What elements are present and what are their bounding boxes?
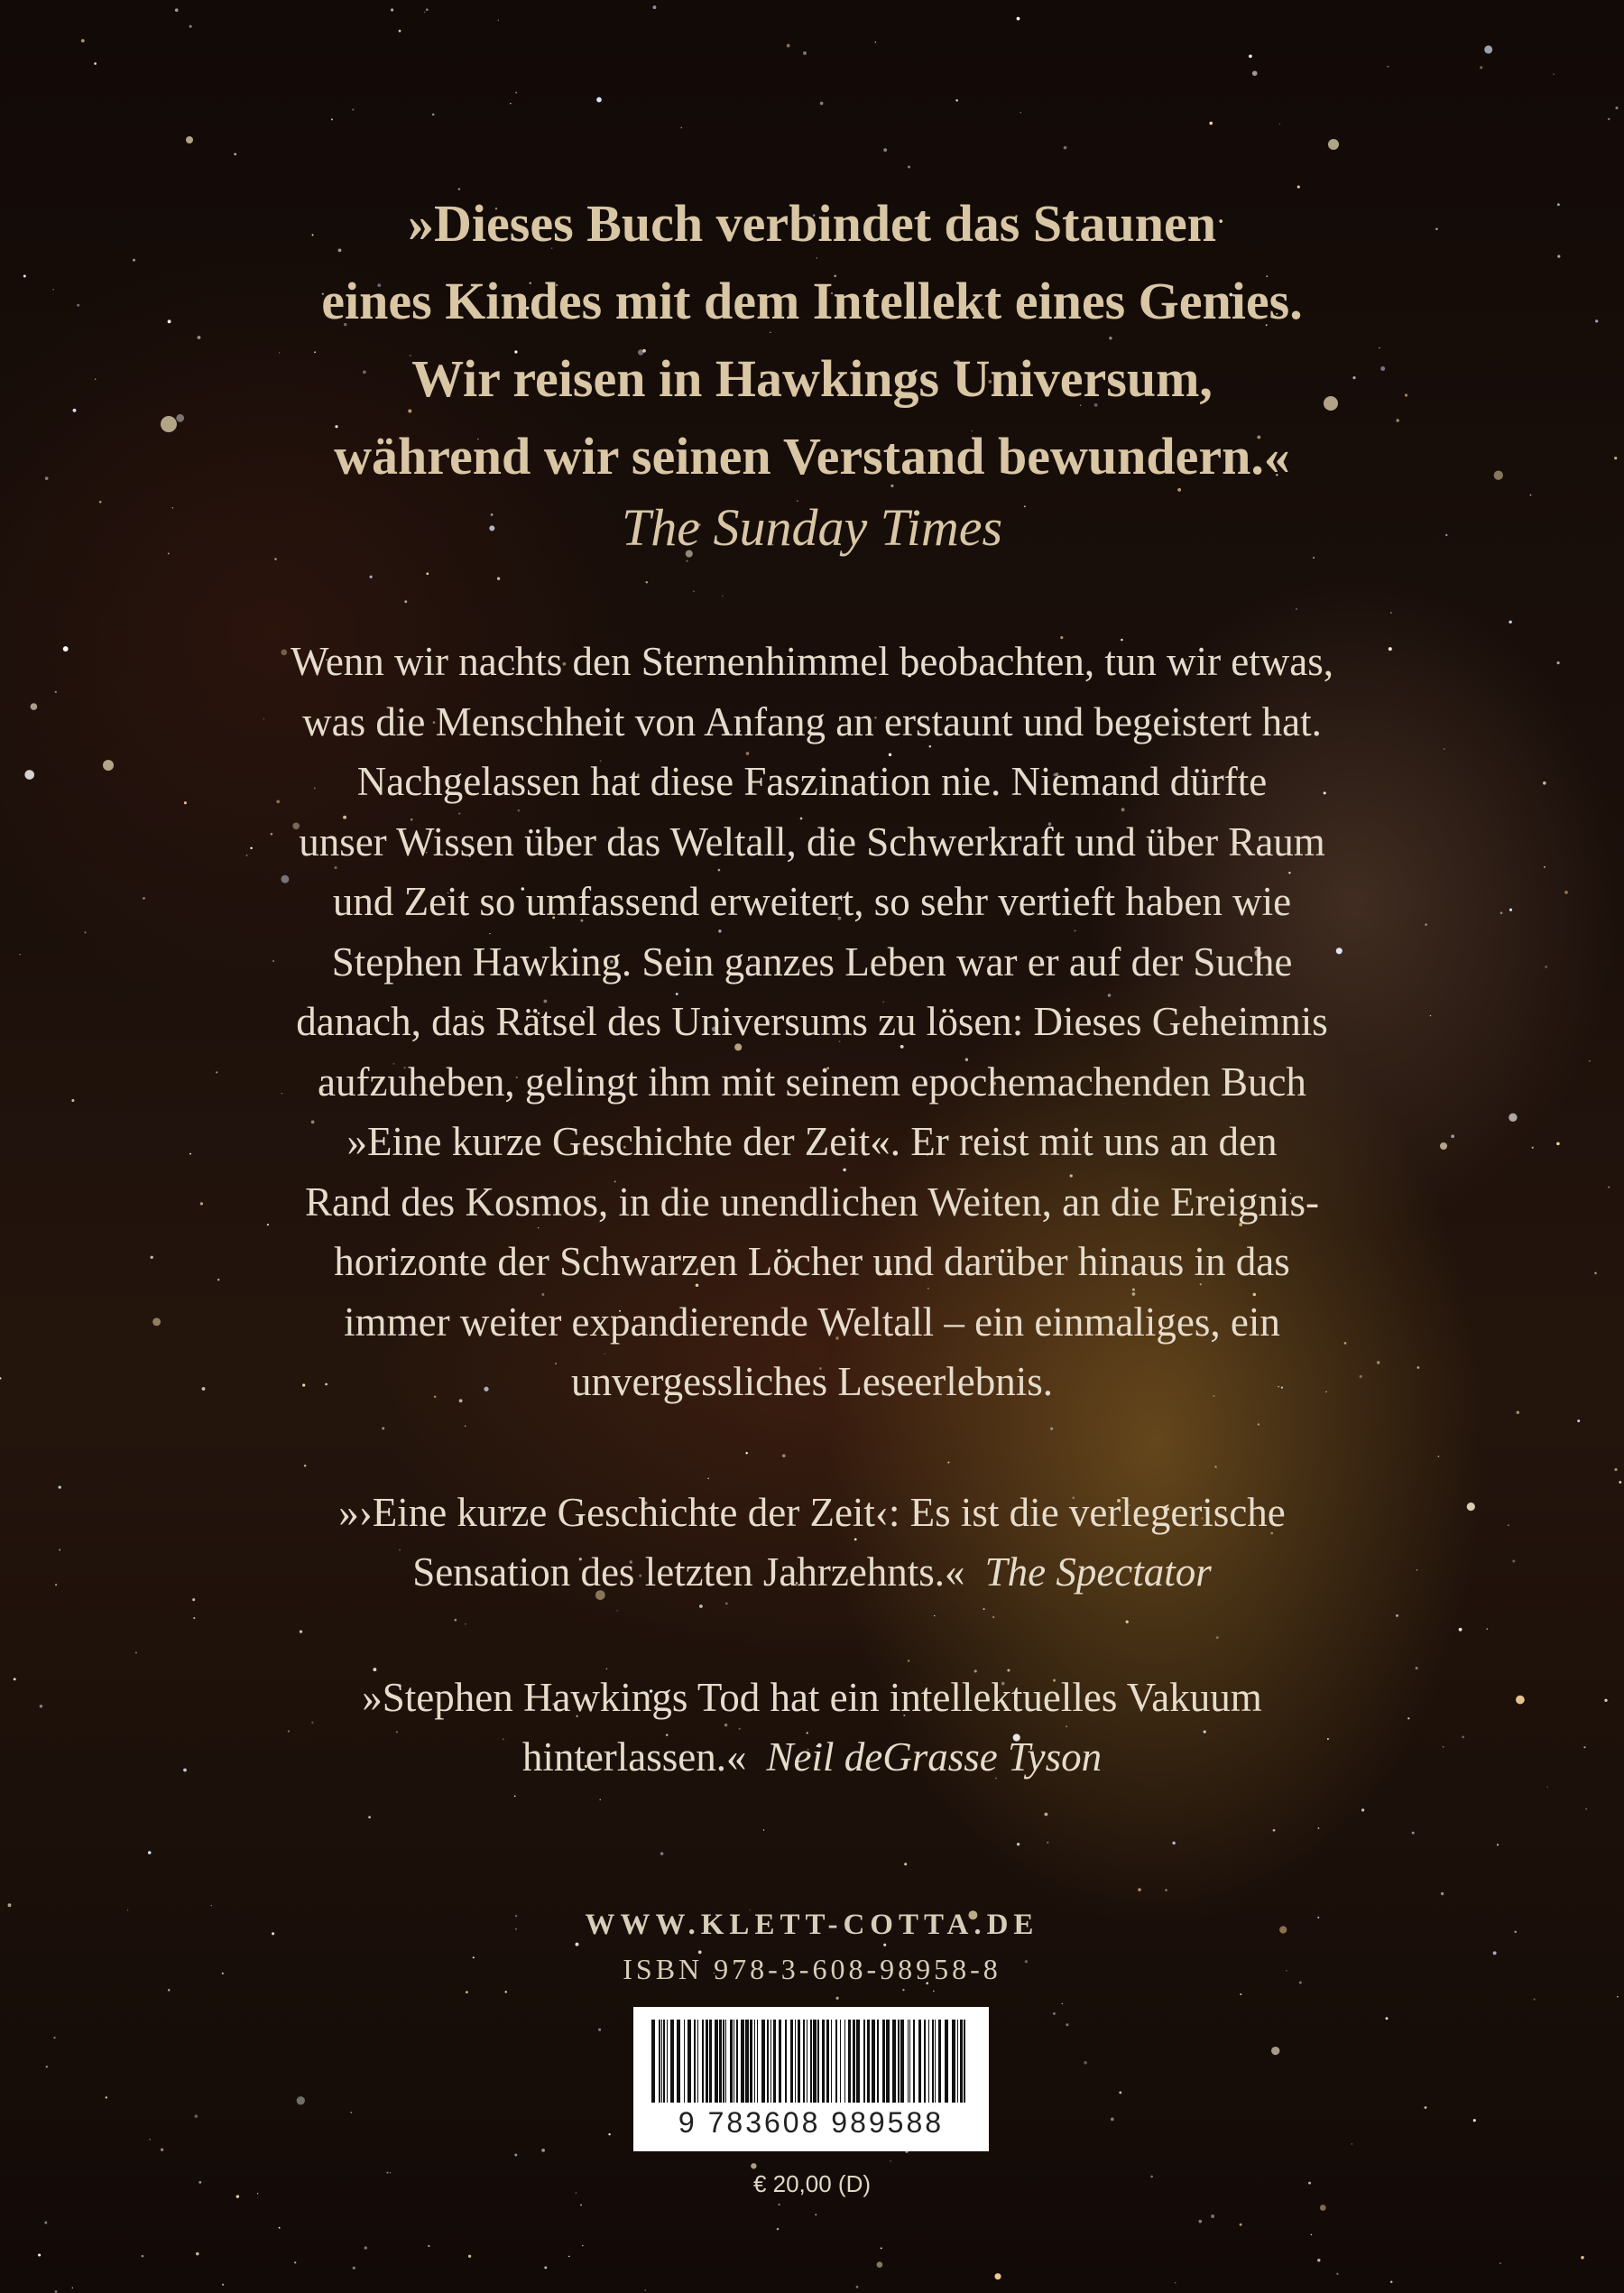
- star: [992, 1616, 994, 1618]
- blurb-line: Rand des Kosmos, in die unendlichen Weiten, an die Ereignis-: [304, 1179, 1320, 1225]
- barcode-bar: [908, 2020, 909, 2103]
- star: [353, 2267, 355, 2270]
- star: [877, 2261, 883, 2268]
- star: [608, 2133, 610, 2135]
- star: [782, 1454, 785, 1456]
- barcode-bar: [952, 2020, 955, 2103]
- barcode-bar: [867, 2020, 870, 2103]
- barcode-bar: [702, 2020, 704, 2103]
- star: [142, 2255, 144, 2258]
- blurb-text: [0, 632, 1624, 1412]
- star: [699, 1604, 703, 1608]
- star: [1608, 118, 1610, 121]
- star: [934, 1615, 935, 1616]
- star: [189, 25, 192, 28]
- barcode-bar: [840, 2020, 841, 2103]
- star: [598, 2029, 601, 2031]
- quote-line: während wir seinen Verstand bewundern.«: [334, 427, 1290, 485]
- blurb-line: Nachgelassen hat diese Faszination nie. Niemand dürfte: [356, 759, 1268, 804]
- star: [582, 2245, 584, 2247]
- quote-source: The Sunday Times: [621, 498, 1003, 557]
- publisher-url: WWW.KLETT-COTTA.DE: [585, 1909, 1039, 1941]
- star: [1240, 1993, 1241, 1995]
- star: [1553, 73, 1555, 75]
- barcode-bar: [663, 2020, 665, 2103]
- barcode-bar: [826, 2020, 829, 2103]
- barcode-bars: [651, 2020, 971, 2103]
- barcode-bar: [767, 2020, 769, 2103]
- star: [331, 118, 333, 120]
- barcode-bar: [844, 2020, 845, 2103]
- star: [908, 165, 910, 168]
- review-line: Sensation des letzten Jahrzehnts.«: [412, 1549, 965, 1595]
- barcode-bar: [892, 2020, 896, 2103]
- star: [1271, 2047, 1279, 2055]
- star: [1387, 66, 1389, 68]
- star: [1066, 2023, 1068, 2026]
- star: [1585, 1808, 1587, 1809]
- star: [1062, 2003, 1063, 2004]
- barcode-bar: [723, 2020, 724, 2103]
- barcode-bar: [938, 2020, 941, 2103]
- star: [465, 1426, 466, 1427]
- star: [875, 42, 877, 43]
- star: [196, 2252, 199, 2256]
- star: [580, 2205, 582, 2206]
- barcode-bar: [736, 2020, 738, 2103]
- star: [646, 581, 648, 583]
- star: [404, 600, 407, 603]
- star: [1577, 1419, 1580, 1422]
- barcode-bar: [848, 2020, 851, 2103]
- star: [1615, 106, 1618, 109]
- star: [1617, 1996, 1619, 1998]
- star: [514, 1796, 516, 1798]
- star: [510, 103, 512, 105]
- star: [1273, 1829, 1276, 1832]
- star: [763, 1829, 765, 1831]
- barcode-bar: [667, 2020, 668, 2103]
- star: [1317, 2259, 1320, 2261]
- barcode-bar: [817, 2020, 819, 2103]
- star: [294, 2261, 296, 2263]
- star: [778, 2204, 780, 2205]
- barcode-bar: [928, 2020, 929, 2103]
- star: [1126, 1621, 1129, 1623]
- barcode-bar: [757, 2020, 758, 2103]
- star: [693, 591, 694, 592]
- blurb-line: aufzuheben, gelingt ihm mit seinem epochemachenden Buch: [318, 1059, 1306, 1105]
- star: [369, 576, 372, 578]
- star: [881, 2247, 882, 2249]
- barcode-bar: [900, 2020, 904, 2103]
- star: [514, 2154, 517, 2157]
- star: [426, 8, 429, 11]
- star: [53, 2037, 55, 2039]
- star: [1017, 1843, 1020, 1845]
- price-label: € 20,00 (D): [752, 2170, 872, 2197]
- barcode-bar: [651, 2020, 655, 2103]
- star: [777, 2228, 780, 2231]
- star: [426, 572, 429, 575]
- star: [994, 2273, 1001, 2279]
- star: [904, 1863, 907, 1865]
- barcode-bar: [741, 2020, 744, 2103]
- blurb-line: was die Menschheit von Anfang an erstaunt und begeistert hat.: [302, 698, 1322, 744]
- star: [1258, 1423, 1260, 1425]
- barcode-bar: [877, 2020, 879, 2103]
- star: [1279, 124, 1280, 125]
- star: [1441, 1892, 1444, 1895]
- barcode-bar: [659, 2020, 660, 2103]
- star: [1252, 70, 1258, 76]
- star: [1047, 1842, 1048, 1844]
- barcode-bar: [745, 2020, 749, 2103]
- barcode-bar: [853, 2020, 855, 2103]
- star: [38, 2253, 41, 2256]
- star: [1020, 112, 1021, 113]
- headline-quote: [0, 185, 1624, 495]
- star: [1240, 2224, 1242, 2226]
- barcode-bar: [935, 2020, 936, 2103]
- quote-line: Wir reisen in Hawkings Universum,: [411, 349, 1213, 408]
- barcode-bar: [715, 2020, 718, 2103]
- blurb-line: horizonte der Schwarzen Löcher und darüber hinaus in das: [334, 1239, 1290, 1284]
- star: [399, 30, 401, 32]
- barcode-bar: [918, 2020, 921, 2103]
- star: [745, 1452, 747, 1454]
- barcode-bar: [872, 2020, 875, 2103]
- star: [1138, 1888, 1141, 1891]
- review-tyson: [0, 1668, 1624, 1787]
- star: [382, 1427, 384, 1429]
- star: [222, 2284, 224, 2286]
- star: [186, 136, 193, 143]
- quote-line: »Dieses Buch verbindet das Staunen: [408, 194, 1216, 253]
- barcode-bar: [882, 2020, 885, 2103]
- star: [1533, 1998, 1535, 2000]
- star: [515, 92, 517, 94]
- star: [1017, 17, 1020, 21]
- barcode-bar: [761, 2020, 765, 2103]
- star: [1317, 1827, 1319, 1829]
- barcode-bar: [798, 2020, 800, 2103]
- star: [568, 2256, 570, 2258]
- star: [368, 1816, 371, 1818]
- star: [1425, 2106, 1427, 2109]
- blurb-line: immer weiter expandierende Weltall – ein einmaliges, ein: [344, 1299, 1280, 1345]
- star: [820, 102, 824, 106]
- barcode-bar: [773, 2020, 776, 2103]
- star: [1320, 2205, 1326, 2211]
- star: [1499, 2262, 1501, 2264]
- barcode-bar: [957, 2020, 958, 2103]
- star: [432, 114, 435, 116]
- barcode-bar: [913, 2020, 915, 2103]
- barcode-bar: [822, 2020, 825, 2103]
- star: [364, 2246, 368, 2250]
- star: [193, 1617, 195, 1619]
- barcode-bar: [790, 2020, 793, 2103]
- blurb-line: »Eine kurze Geschichte der Zeit«. Er reist mit uns an den: [346, 1119, 1278, 1164]
- barcode-bar: [945, 2020, 948, 2103]
- star: [835, 1997, 838, 2000]
- star: [1165, 1889, 1167, 1891]
- barcode: [633, 2007, 989, 2151]
- blurb-line: unvergessliches Leseerlebnis.: [570, 1359, 1053, 1404]
- star: [1211, 2214, 1214, 2218]
- star: [455, 1619, 457, 1622]
- star: [1581, 2256, 1583, 2259]
- star: [955, 99, 958, 102]
- barcode-bar: [835, 2020, 837, 2103]
- star: [1044, 1813, 1047, 1817]
- barcode-bar: [810, 2020, 812, 2103]
- star: [279, 2227, 281, 2229]
- star: [680, 127, 682, 129]
- review-line: hinterlassen.«: [521, 1734, 747, 1780]
- star: [297, 2096, 305, 2104]
- star: [815, 2214, 817, 2215]
- star: [541, 2149, 545, 2152]
- barcode-bar: [924, 2020, 926, 2103]
- barcode-bar: [725, 2020, 726, 2103]
- review-source: Neil deGrasse Tyson: [766, 1734, 1103, 1780]
- star: [1396, 1614, 1398, 1617]
- barcode-bar: [960, 2020, 963, 2103]
- star: [544, 2266, 547, 2269]
- barcode-bar: [754, 2020, 755, 2103]
- star: [148, 1851, 152, 1854]
- star: [1412, 1832, 1415, 1835]
- barcode-bar: [770, 2020, 771, 2103]
- star: [194, 2114, 198, 2118]
- star: [1614, 1468, 1617, 1471]
- star: [1328, 139, 1339, 150]
- star: [1459, 1628, 1463, 1632]
- barcode-bar: [750, 2020, 752, 2103]
- barcode-bar: [670, 2020, 674, 2103]
- star: [616, 1610, 617, 1611]
- star: [1390, 2281, 1393, 2284]
- barcode-bar: [803, 2020, 805, 2103]
- star: [660, 1852, 664, 1855]
- star: [1214, 1465, 1217, 1468]
- barcode-bar: [697, 2020, 698, 2103]
- star: [596, 97, 602, 103]
- barcode-bar: [785, 2020, 787, 2103]
- barcode-bar: [709, 2020, 712, 2103]
- star: [1064, 146, 1067, 150]
- barcode-bar: [964, 2020, 965, 2103]
- blurb-line: unser Wissen über das Weltall, die Schwerkraft und über Raum: [299, 818, 1325, 864]
- star: [1480, 66, 1482, 69]
- barcode-bar: [779, 2020, 781, 2103]
- star: [1361, 1808, 1364, 1811]
- star: [1438, 1456, 1440, 1457]
- star: [947, 1462, 949, 1464]
- star: [1336, 2273, 1338, 2275]
- star: [652, 5, 656, 9]
- barcode-bar: [719, 2020, 722, 2103]
- barcode-bar: [863, 2020, 865, 2103]
- star: [468, 2255, 471, 2258]
- star: [1084, 2061, 1087, 2065]
- review-source: The Spectator: [984, 1549, 1212, 1595]
- barcode-bar: [932, 2020, 934, 2103]
- star: [1249, 54, 1252, 58]
- star: [983, 1608, 985, 1610]
- quote-line: eines Kindes mit dem Intellekt eines Genies.: [321, 272, 1303, 330]
- review-line: »Stephen Hawkings Tod hat ein intellektuelles Vakuum: [362, 1675, 1262, 1720]
- blurb-line: danach, das Rätsel des Universums zu lösen: Dieses Geheimnis: [296, 999, 1328, 1044]
- star: [1497, 1844, 1499, 1845]
- barcode-bar: [677, 2020, 680, 2103]
- star: [175, 8, 179, 12]
- star: [350, 2112, 352, 2113]
- star: [1216, 1636, 1219, 1639]
- star: [1111, 2118, 1114, 2122]
- star: [1311, 2234, 1313, 2236]
- star: [234, 153, 236, 156]
- star: [1390, 612, 1392, 614]
- star: [1053, 2012, 1056, 2015]
- barcode-bar: [831, 2020, 832, 2103]
- barcode-bar: [730, 2020, 733, 2103]
- star: [135, 1651, 137, 1653]
- star: [725, 1603, 728, 1605]
- star: [1473, 2119, 1476, 2122]
- star: [94, 62, 97, 65]
- star: [1172, 1842, 1175, 1845]
- star: [428, 2245, 429, 2247]
- star: [1509, 621, 1511, 624]
- star: [352, 108, 354, 110]
- isbn-number: ISBN 978-3-608-98958-8: [623, 1953, 1001, 1985]
- blurb-line: Wenn wir nachts den Sternenhimmel beobachten, tun wir etwas,: [290, 639, 1334, 684]
- star: [44, 2222, 47, 2224]
- star: [883, 148, 887, 152]
- barcode-bar: [706, 2020, 708, 2103]
- barcode-bar: [886, 2020, 890, 2103]
- barcode-bar: [684, 2020, 685, 2103]
- star: [424, 12, 425, 13]
- star: [1119, 2091, 1121, 2094]
- star: [1386, 2017, 1389, 2020]
- star: [787, 44, 790, 48]
- star: [707, 1478, 708, 1479]
- star: [599, 1799, 600, 1800]
- blurb-line: Stephen Hawking. Sein ganzes Leben war er auf der Suche: [331, 938, 1293, 985]
- star: [1050, 1428, 1053, 1430]
- barcode-bar: [813, 2020, 817, 2103]
- star: [106, 2096, 107, 2098]
- star: [46, 2066, 48, 2067]
- barcode-bar: [694, 2020, 696, 2103]
- blurb-line: und Zeit so umfassend erweitert, so sehr vertieft haben wie: [332, 879, 1292, 924]
- barcode-bar: [661, 2020, 662, 2103]
- barcode-bar: [687, 2020, 691, 2103]
- review-spectator: [0, 1483, 1624, 1602]
- star: [391, 8, 393, 11]
- review-line: »›Eine kurze Geschichte der Zeit‹: Es ist die verlegerische: [338, 1490, 1286, 1535]
- barcode-digits: 9 783608 989588: [678, 2106, 945, 2139]
- star: [1487, 1628, 1488, 1629]
- star: [149, 2139, 151, 2140]
- star: [465, 1623, 466, 1624]
- star: [497, 578, 500, 580]
- star: [908, 1660, 909, 1661]
- barcode-bar: [856, 2020, 860, 2103]
- star: [161, 2149, 163, 2151]
- star: [856, 2286, 859, 2288]
- star: [644, 2289, 646, 2291]
- barcode-bar: [898, 2020, 900, 2103]
- star: [1209, 122, 1213, 125]
- barcode-bar: [909, 2020, 910, 2103]
- star: [300, 1630, 302, 1632]
- star: [1175, 2282, 1176, 2284]
- star: [304, 1465, 307, 1467]
- star: [81, 39, 85, 42]
- star: [1198, 2220, 1202, 2224]
- star: [498, 20, 499, 21]
- barcode-bar: [795, 2020, 796, 2103]
- star: [1484, 45, 1492, 53]
- star: [803, 51, 807, 55]
